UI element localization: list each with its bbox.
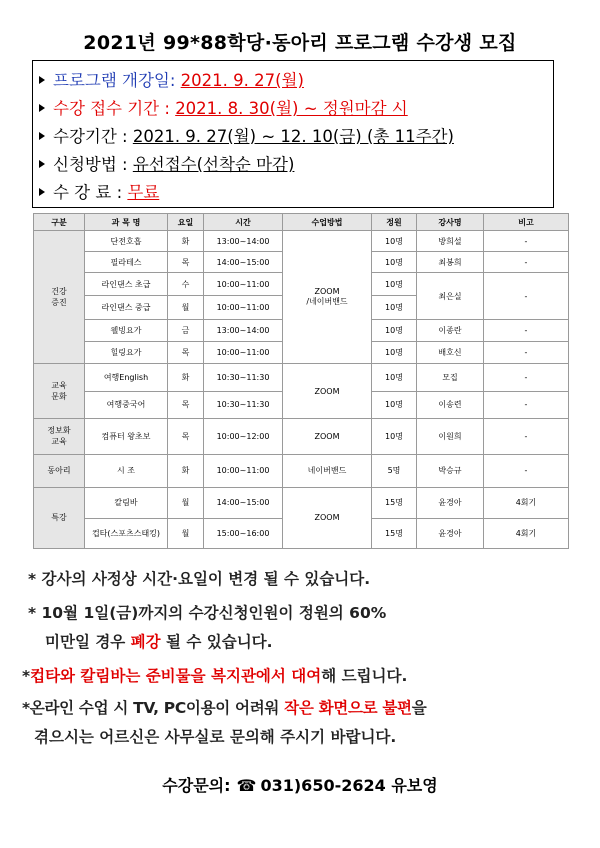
table-row: 웰빙요가 금 13:00~14:00 10명 이종란 - [34,320,569,342]
triangle-bullet-icon [39,160,45,168]
note-rental: *컵타와 칼림바는 준비물을 복지관에서 대여해 드립니다. [22,667,408,685]
table-row: 특강 칼림바 월 14:00~15:00 ZOOM 15명 윤경아 4회기 [34,487,569,518]
triangle-bullet-icon [39,132,45,140]
header-subject: 과 목 명 [85,214,168,231]
category-club: 동아리 [34,454,85,487]
table-row: 정보화 교육 컴퓨터 왕초보 목 10:00~12:00 ZOOM 10명 이원희 - [34,418,569,454]
method-special: ZOOM [283,487,372,548]
page-title: 2021년 99*88학당·동아리 프로그램 수강생 모집 [83,32,517,54]
table-row: 라인댄스 중급 월 10:00~11:00 10명 [34,296,569,320]
info-registration-period: 수강 접수 기간 : 2021. 8. 30(월) ~ 정원마감 시 [39,95,408,119]
method-edu: ZOOM [283,364,372,418]
info-open-date: 프로그램 개강일: 2021. 9. 27(월) [39,67,304,91]
header-note: 비고 [484,214,569,231]
note-contact-office: 겪으시는 어르신은 사무실로 문의해 주시기 바랍니다. [34,728,397,746]
table-row: 라인댄스 초급 수 10:00~11:00 10명 최은실 - [34,273,569,296]
phone-icon: ☎ [236,776,257,795]
table-row: 건강 증진 단전호흡 화 13:00~14:00 ZOOM /네이버밴드 10명 방희설 - [34,231,569,252]
triangle-bullet-icon [39,104,45,112]
triangle-bullet-icon [39,188,45,196]
contact-line: 수강문의: ☎ 031)650-2624 유보영 [162,776,438,795]
header-category: 구분 [34,214,85,231]
info-apply-method: 신청방법 : 유선접수(선착순 마감) [39,151,294,175]
table-row: 동아리 시 조 화 10:00~11:00 네이버밴드 5명 박승규 - [34,454,569,487]
header-teacher: 강사명 [417,214,484,231]
contact-phone: 031)650-2624 유보영 [260,776,438,795]
note-cancel: 미만일 경우 폐강 될 수 있습니다. [45,633,273,651]
header-method: 수업방법 [283,214,372,231]
info-course-period: 수강기간 : 2021. 9. 27(월) ~ 12. 10(금) (총 11주간) [39,123,454,147]
method-club: 네이버밴드 [283,454,372,487]
table-header-row [34,214,569,231]
category-info: 정보화 교육 [34,418,85,454]
method-info: ZOOM [283,418,372,454]
category-special: 특강 [34,487,85,548]
header-time: 시간 [204,214,283,231]
header-capacity: 정원 [372,214,417,231]
table-row: 여행중국어 목 10:30~11:30 10명 이송련 - [34,391,569,418]
category-edu: 교육 문화 [34,364,85,418]
info-box [32,60,554,208]
header-day: 요일 [168,214,204,231]
triangle-bullet-icon [39,76,45,84]
method-health: ZOOM /네이버밴드 [283,231,372,364]
table-row: 힐링요가 목 10:00~11:00 10명 배호신 - [34,342,569,364]
note-enrollment: * 10월 1일(금)까지의 수강신청인원이 정원의 60% [28,604,387,622]
info-fee: 수 강 료 : 무료 [39,179,159,203]
category-health: 건강 증진 [34,231,85,364]
note-schedule-change: * 강사의 사정상 시간·요일이 변경 될 수 있습니다. [28,570,371,588]
schedule-table [33,213,569,549]
table-row: 교육 문화 여행English 화 10:30~11:30 ZOOM 10명 모집 - [34,364,569,391]
table-row: 컵타(스포츠스태킹) 월 15:00~16:00 15명 윤경아 4회기 [34,518,569,548]
note-online: *온라인 수업 시 TV, PC이용이 어려워 작은 화면으로 불편을 [22,699,427,717]
table-row: 필라테스 목 14:00~15:00 10명 최봉희 - [34,252,569,273]
